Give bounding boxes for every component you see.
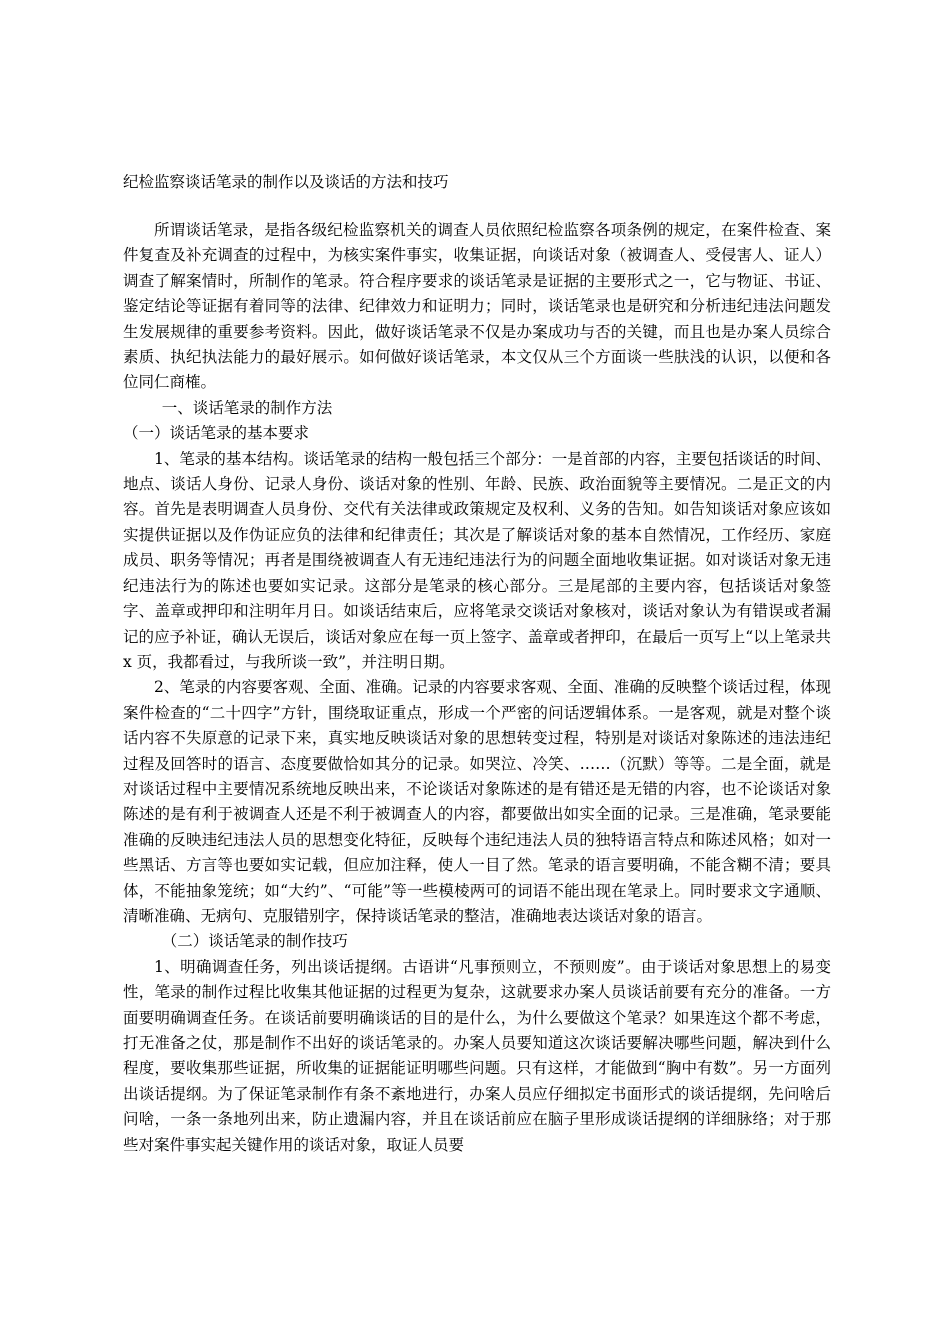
section-heading-1: 一、谈话笔录的制作方法 xyxy=(161,398,333,417)
paragraph-content-requirements: 2、笔录的内容要客观、全面、准确。记录的内容要求客观、全面、准确的反映整个谈话过程，体现案件检查的“二十四字”方针，围绕取证重点，形成一个严密的问话逻辑体系。一是客观，就是对整个谈话内容不失原意的记录下来，真实地反映谈话对象的思想转变过程，特别是对谈话对象陈述的违法违纪过程及回答时的语言、态度要做恰如其分的记录。如哭泣、冷笑、……（沉默）等等。二是全面，就是对谈话过程中主要情况系统地反映出来，不论谈话对象陈述的是有错还是无错的内容，也不论谈话对象陈述的是有利于被调查人还是不利于被调查人的内容，都要做出如实全面的记录。三是准确，笔录要能准确的反映违纪违法人员的思想变化特征，反映每个违纪违法人员的独特语言特点和陈述风格；如对一些黑话、方言等也要如实记载，但应加注释，使人一目了然。笔录的语言要明确，不能含糊不清；要具体，不能抽象笼统；如“大约”、“可能”等一些模棱两可的词语不能出现在笔录上。同时要求文字通顺、清晰准确、无病句、克服错别字，保持谈话笔录的整洁，准确地表达谈话对象的语言。 xyxy=(123,678,831,925)
paragraph-preparation: 1、明确调查任务，列出谈话提纲。古语讲“凡事预则立，不预则废”。由于谈话对象思想上的易变性，笔录的制作过程比收集其他证据的过程更为复杂，这就要求办案人员谈话前要有充分的准备。一方面要明确调查任务。在谈话前要明确谈话的目的是什么，为什么要做这个笔录？如果连这个都不考虑，打无准备之仗，那是制作不出好的谈话笔录的。办案人员要知道这次谈话要解决哪些问题，解决到什么程度，要收集那些证据，所收集的证据能证明哪些问题。只有这样，才能做到“胸中有数”。另一方面列出谈话提纲。为了保证笔录制作有条不紊地进行，办案人员应仔细拟定书面形式的谈话提纲，先问啥后问啥，一条一条地列出来，防止遗漏内容，并且在谈话前应在脑子里形成谈话提纲的详细脉络；对于那些对案件事实起关键作用的谈话对象，取证人员要 xyxy=(123,957,831,1154)
paragraph-structure: 1、笔录的基本结构。谈话笔录的结构一般包括三个部分：一是首部的内容，主要包括谈话的时间、地点、谈话人身份、记录人身份、谈话对象的性别、年龄、民族、政治面貌等主要情况。二是正文的内容。首先是表明调查人员身份、交代有关法律或政策规定及权利、义务的告知。如告知谈话对象应该如实提供证据以及作伪证应负的法律和纪律责任；其次是了解谈话对象的基本自然情况，工作经历、家庭成员、职务等情况；再者是围绕被调查人有无违纪违法行为的问题全面地收集证据。如对谈话对象无违纪违法行为的陈述也要如实记录。这部分是笔录的核心部分。三是尾部的主要内容，包括谈话对象签字、盖章或押印和注明年月日。如谈话结束后，应将笔录交谈话对象核对，谈话对象认为有错误或者漏记的应予补证，确认无误后，谈话对象应在每一页上签字、盖章或者押印，在最后一页写上“以上笔录共 x 页，我都看过，与我所谈一致”，并注明日期。 xyxy=(123,449,831,671)
document-body xyxy=(123,218,831,1158)
document-title: 纪检监察谈话笔录的制作以及谈话的方法和技巧 xyxy=(123,173,449,191)
subsection-heading-2: （二）谈话笔录的制作技巧 xyxy=(161,932,348,951)
intro-paragraph: 所谓谈话笔录，是指各级纪检监察机关的调查人员依照纪检监察各项条例的规定，在案件检查、案件复查及补充调查的过程中，为核实案件事实，收集证据，向谈话对象（被调查人、受侵害人、证人）调查了解案情时，所制作的笔录。符合程序要求的谈话笔录是证据的主要形式之一，它与物证、书证、鉴定结论等证据有着同等的法律、纪律效力和证明力；同时，谈话笔录也是研究和分析违纪违法问题发生发展规律的重要参考资料。因此，做好谈话笔录不仅是办案成功与否的关键，而且也是办案人员综合素质、执纪执法能力的最好展示。如何做好谈话笔录，本文仅从三个方面谈一些肤浅的认识，以便和各位同仁商榷。 xyxy=(123,221,831,392)
subsection-heading-1: （一）谈话笔录的基本要求 xyxy=(123,424,310,443)
